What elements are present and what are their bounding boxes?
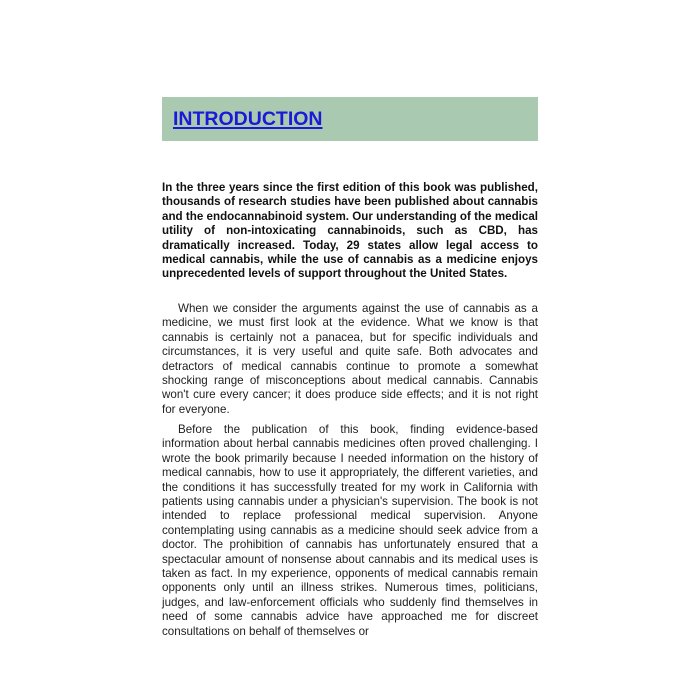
body-paragraph-2: Before the publication of this book, finding evidence-based information about herbal cannabis medicines often proved challenging. I wrote the book primarily because I needed information on the history of medical cannabis, how to use it appropriately, the different varieties, and the conditions it has successfully treated for my work in California with patients using cannabis under a physician's supervision. The book is not intended to replace professional medical supervision. Anyone contemplating using cannabis as a medicine should seek advice from a doctor. The prohibition of cannabis has unfortunately ensured that a spectacular amount of nonsense about cannabis and its medical uses is taken as fact. In my experience, opponents of medical cannabis remain opponents only until an illness strikes. Numerous times, politicians, judges, and law-enforcement officials who suddenly find themselves in need of some cannabis advice have approached me for discreet consultations on behalf of themselves or <box>162 423 538 638</box>
chapter-title-link[interactable]: INTRODUCTION <box>173 108 323 130</box>
body-paragraph-1: When we consider the arguments against the use of cannabis as a medicine, we must first look at the evidence. What we know is that cannabis is certainly not a panacea, but for specific individuals and circumstances, it is very useful and quite safe. Both advocates and detractors of medical cannabis continue to promote a somewhat shocking range of misconceptions about medical cannabis. Cannabis won't cure every cancer; it does produce side effects; and it is not right for everyone. <box>162 302 538 416</box>
lead-paragraph: In the three years since the first edition of this book was published, thousands of research studies have been published about cannabis and the endocannabinoid system. Our understanding of the medical utility of non-intoxicating cannabinoids, such as CBD, has dramatically increased. Today, 29 states allow legal access to medical cannabis, while the use of cannabis as a medicine enjoys unprecedented levels of support throughout the United States. <box>162 181 538 281</box>
chapter-header-band <box>162 97 538 141</box>
